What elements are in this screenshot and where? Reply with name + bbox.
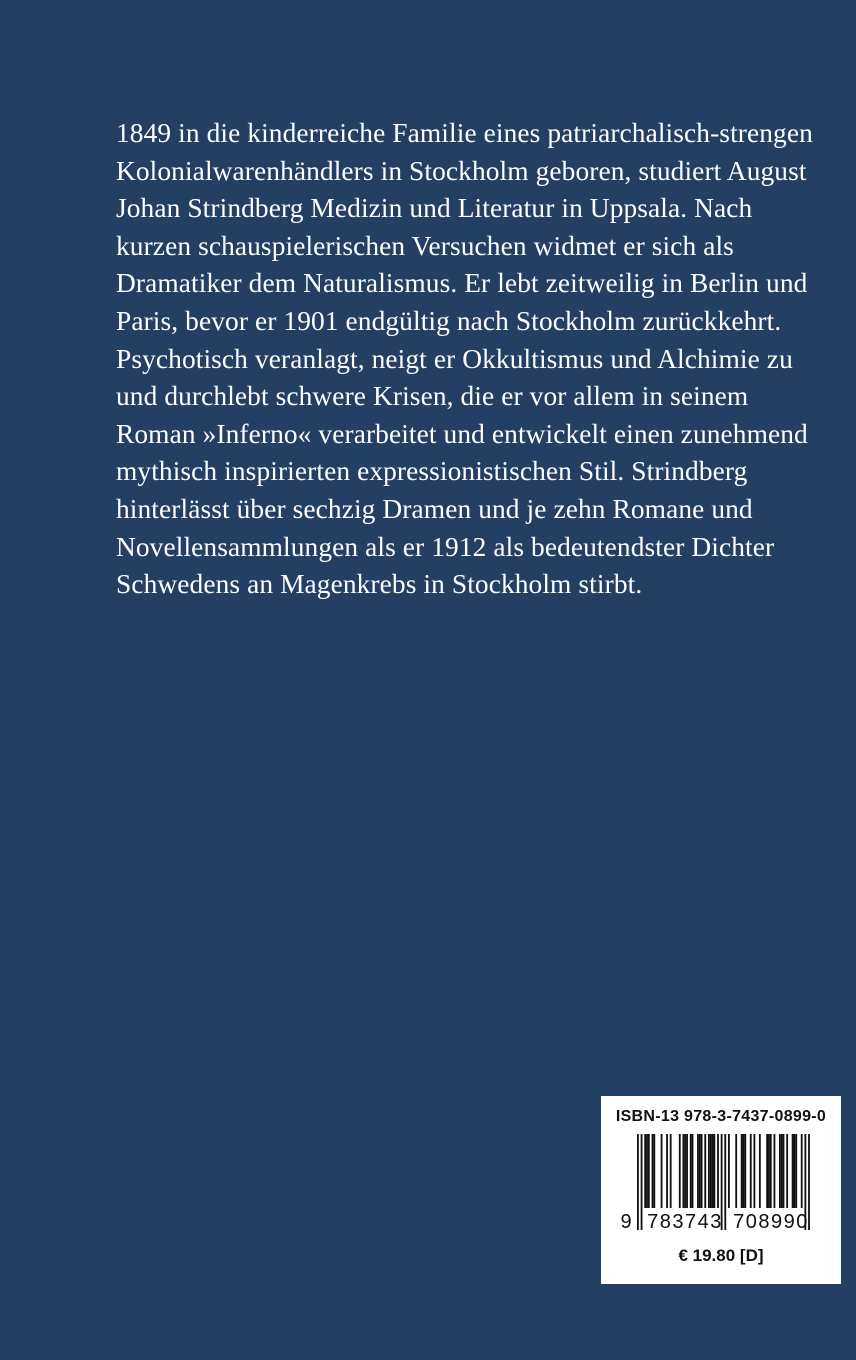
barcode-bar (704, 1134, 706, 1208)
biography-line: mythisch inspirierten expressionistischen Stil. Strindberg (116, 456, 748, 487)
barcode-bar (794, 1134, 796, 1208)
barcode-bar (779, 1134, 781, 1208)
barcode-bar (648, 1134, 650, 1208)
barcode-right-digits: 708990 (733, 1211, 809, 1233)
author-biography (116, 115, 813, 604)
barcode-bar (750, 1134, 752, 1208)
barcode-bar (692, 1134, 694, 1208)
barcode-bar (653, 1134, 655, 1208)
biography-line: Paris, bevor er 1901 endgültig nach Stockholm zurückkehrt. (116, 305, 782, 336)
barcode-bar (766, 1134, 768, 1208)
biography-line: und durchlebt schwere Krisen, die er vor allem in seinem (116, 381, 749, 412)
barcode-bar (753, 1134, 755, 1208)
barcode-bar (801, 1134, 803, 1208)
barcode-bar (712, 1134, 714, 1208)
barcode-bar (770, 1134, 772, 1208)
barcode-bar (679, 1134, 681, 1208)
barcode-bar (717, 1134, 719, 1208)
barcode-guard-bar (724, 1134, 726, 1230)
barcode-bar (670, 1134, 672, 1208)
barcode-bar (744, 1134, 746, 1208)
barcode-bar (710, 1134, 712, 1208)
barcode-first-digit: 9 (620, 1211, 632, 1233)
barcode-bar (713, 1134, 715, 1208)
barcode-bar (683, 1134, 685, 1208)
barcode-label (601, 1096, 841, 1284)
barcode-guard-bar (641, 1134, 643, 1230)
barcode-bar (774, 1134, 776, 1208)
biography-line: 1849 in die kinderreiche Familie eines patriarchalisch-strengen (116, 118, 813, 148)
biography-line: Dramatiker dem Naturalismus. Er lebt zeitweilig in Berlin und (116, 268, 808, 299)
barcode-bar (786, 1134, 788, 1208)
barcode-bar (666, 1134, 668, 1208)
price-tag: € 19.80 [D] (678, 1246, 764, 1265)
barcode-bar (697, 1134, 699, 1208)
barcode-bar (708, 1134, 710, 1208)
barcode-bar (701, 1134, 703, 1208)
barcode-bar (728, 1134, 730, 1208)
isbn-number: ISBN-13 978-3-7437-0899-0 (615, 1108, 827, 1125)
biography-line: Schwedens an Magenkrebs in Stockholm stirbt. (116, 569, 643, 600)
barcode-bar (684, 1134, 686, 1208)
barcode-guard-bar (637, 1134, 639, 1230)
biography-line: Novellensammlungen als er 1912 als bedeutendster Dichter (116, 531, 775, 562)
barcode-bar (699, 1134, 701, 1208)
barcode-bar (741, 1134, 743, 1208)
barcode-bar (661, 1134, 663, 1208)
barcode-bar (646, 1134, 648, 1208)
biography-line: Roman »Inferno« verarbeitet und entwickelt einen zunehmend (116, 418, 808, 449)
biography-line: Kolonialwarenhändlers in Stockholm geboren, studiert August (116, 155, 807, 186)
barcode-bar (690, 1134, 692, 1208)
barcode-bar (686, 1134, 688, 1208)
barcode-bar (768, 1134, 770, 1208)
biography-line: hinterlässt über sechzig Dramen und je zehn Romane und (116, 493, 753, 524)
biography-line: Johan Strindberg Medizin und Literatur in Uppsala. Nach (116, 193, 753, 224)
barcode-bar (644, 1134, 646, 1208)
barcode-bar (792, 1134, 794, 1208)
barcode-bar (735, 1134, 737, 1208)
barcode-left-digits: 783743 (647, 1211, 723, 1233)
barcode-bar (783, 1134, 785, 1208)
biography-line: Psychotisch veranlagt, neigt er Okkultismus und Alchimie zu (116, 343, 793, 374)
barcode-bar (743, 1134, 745, 1208)
biography-line: kurzen schauspielerischen Versuchen widmet er sich als (116, 230, 734, 261)
barcode-bar (781, 1134, 783, 1208)
barcode-bar (759, 1134, 761, 1208)
barcode-bar (795, 1134, 797, 1208)
ean13-barcode (601, 1134, 841, 1234)
barcode-bar (652, 1134, 654, 1208)
